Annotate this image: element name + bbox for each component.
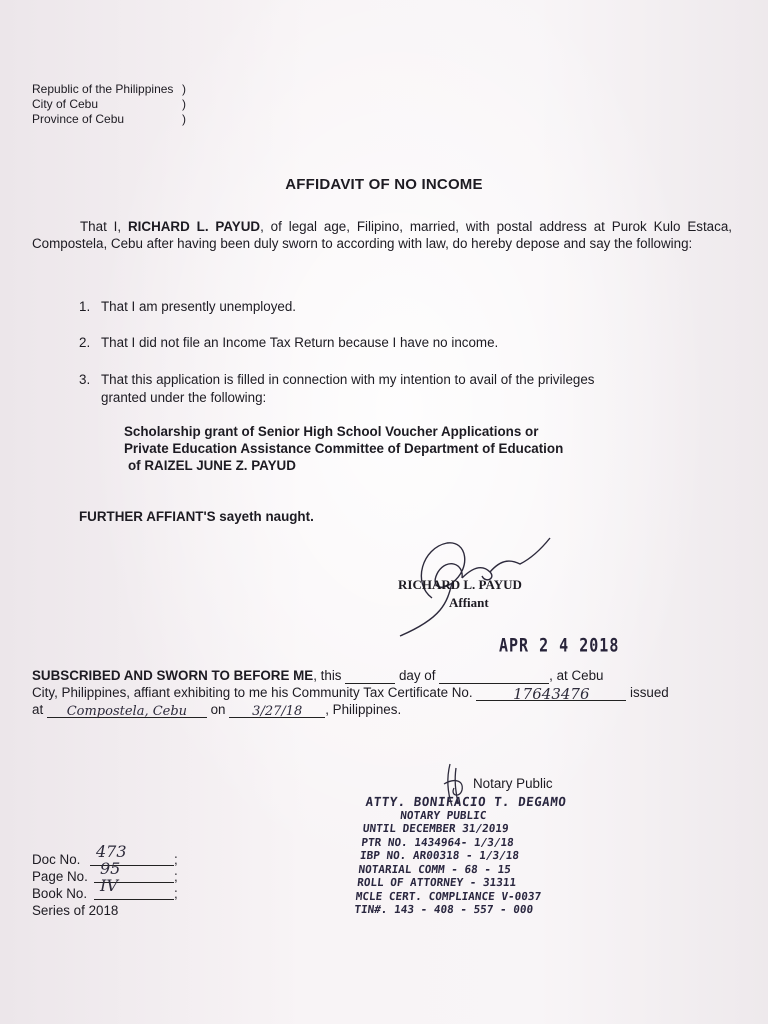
series-year: Series of 2018 — [32, 903, 119, 918]
issued-place: Compostela, Cebu — [47, 703, 207, 718]
notary-stamp: ATTY. BONIFACIO T. DEGAMO NOTARY PUBLIC UNTIL DECEMBER 31/2019 PTR NO. 1434964- 1/3/18 IBP NO. AR00318 - 1/3/18 NOTARIAL COMM - 68 - 15 ROLL OF ATTORNEY - 31311 MCLE CERT. COMPLIANCE V-0037 TIN#. 143 - 408 - 557 - 000 — [353, 794, 568, 916]
affiant-name: RICHARD L. PAYUD — [398, 577, 522, 592]
register-row: Page No. 95 ; — [32, 859, 178, 884]
venue-line: Republic of the Philippines ) — [32, 82, 186, 96]
month-blank — [439, 669, 549, 684]
day-blank — [345, 669, 395, 684]
ctc-number: 17643476 — [476, 686, 626, 701]
grant-block: Scholarship grant of Senior High School Voucher Applications or Private Education Assistance Committee of Department of Education of RAIZEL JUNE Z. PAYUD — [124, 424, 564, 473]
venue-line: Province of Cebu ) — [32, 112, 186, 126]
list-item: 2. That I did not file an Income Tax Return because I have no income. — [79, 335, 499, 350]
register-row: Doc No. 473 ; — [32, 842, 178, 867]
affiant-name-inline: RICHARD L. PAYUD — [128, 219, 261, 234]
notary-name: ATTY. BONIFACIO T. DEGAMO — [364, 794, 568, 809]
list-item-continuation: granted under the following: — [101, 390, 267, 405]
document-title: AFFIDAVIT OF NO INCOME — [285, 176, 483, 193]
issued-date: 3/27/18 — [229, 703, 325, 718]
affiant-label: Affiant — [449, 595, 489, 610]
venue-block — [32, 82, 186, 127]
intro-paragraph: That I, RICHARD L. PAYUD, of legal age, Filipino, married, with postal address at Purok Kulo Estaca, Compostela, Cebu after having been duly sworn to according with law, do hereby depose and say the following: — [32, 219, 732, 251]
list-item: 3. That this application is filled in connection with my intention to avail of the privileges — [79, 372, 595, 387]
date-stamp: APR 2 4 2018 — [499, 633, 620, 657]
notarial-register — [32, 842, 178, 919]
notary-public-label: Notary Public — [473, 776, 553, 791]
register-row: Book No. IV ; — [32, 876, 178, 901]
list-item: 1. That I am presently unemployed. — [79, 299, 297, 314]
further-affiant-text: FURTHER AFFIANT'S sayeth naught. — [79, 509, 314, 524]
jurat-paragraph: SUBSCRIBED AND SWORN TO BEFORE ME, this day of , at Cebu City, Philippines, affiant exhibiting to me his Community Tax Certificate No. 17643476 issued at Compostela, Cebu on 3/27/18 , Philippines. — [32, 668, 669, 719]
venue-line: City of Cebu ) — [32, 97, 186, 111]
